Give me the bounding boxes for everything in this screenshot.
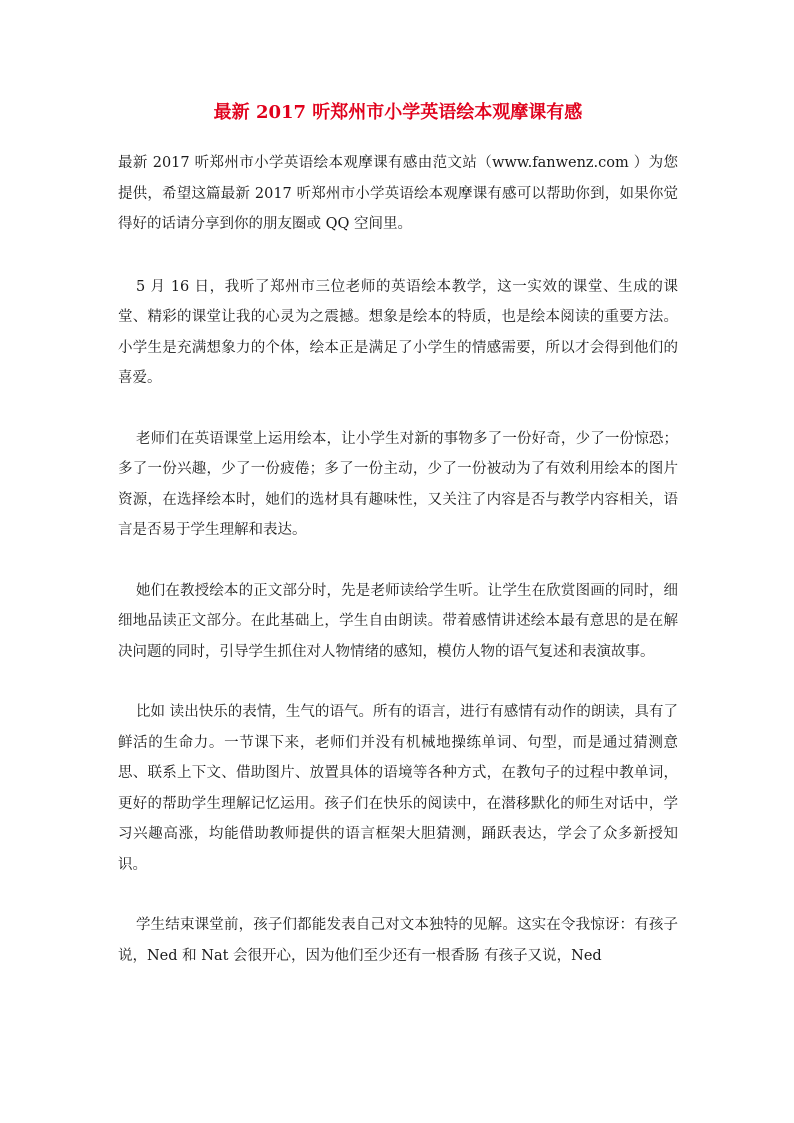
body-paragraph-2: 老师们在英语课堂上运用绘本，让小学生对新的事物多了一份好奇，少了一份惊恐；多了一份兴趣，少了一份疲倦；多了一份主动，少了一份被动为了有效利用绘本的图片资源，在选择绘本时，她们的选材具有趣味性，又关注了内容是否与教学内容相关，语言是否易于学生理解和表达。 bbox=[118, 430, 678, 538]
body-paragraph-3: 她们在教授绘本的正文部分时，先是老师读给学生听。让学生在欣赏图画的同时，细细地品读正文部分。在此基础上，学生自由朗读。带着感情讲述绘本最有意思的是在解决问题的同时，引导学生抓住对人物情绪的感知，模仿人物的语气复述和表演故事。 bbox=[118, 582, 678, 660]
body-paragraph-5: 学生结束课堂前，孩子们都能发表自己对文本独特的见解。这实在令我惊讶：有孩子说，Ned 和 Nat 会很开心，因为他们至少还有一根香肠 有孩子又说，Ned bbox=[118, 917, 678, 964]
intro-paragraph: 最新 2017 听郑州市小学英语绘本观摩课有感由范文站（www.fanwenz.com ）为您提供，希望这篇最新 2017 听郑州市小学英语绘本观摩课有感可以帮助你到，如果你觉得好的话请分享到你的朋友圈或 QQ 空间里。 bbox=[118, 155, 678, 232]
document-title: 最新 2017 听郑州市小学英语绘本观摩课有感 bbox=[213, 102, 583, 123]
body-paragraph-1: 5 月 16 日，我听了郑州市三位老师的英语绘本教学，这一实效的课堂、生成的课堂、精彩的课堂让我的心灵为之震撼。想象是绘本的特质，也是绘本阅读的重要方法。小学生是充满想象力的个体，绘本正是满足了小学生的情感需要，所以才会得到他们的喜爱。 bbox=[118, 278, 678, 386]
body-paragraph-4: 比如 读出快乐的表情，生气的语气。所有的语言，进行有感情有动作的朗读，具有了鲜活的生命力。一节课下来，老师们并没有机械地操练单词、句型，而是通过猜测意思、联系上下文、借助图片、放置具体的语境等各种方式，在教句子的过程中教单词，更好的帮助学生理解记忆运用。孩子们在快乐的阅读中，在潜移默化的师生对话中，学习兴趣高涨，均能借助教师提供的语言框架大胆猜测，踊跃表达，学会了众多新授知识。 bbox=[118, 704, 678, 873]
document-page bbox=[118, 100, 678, 1001]
